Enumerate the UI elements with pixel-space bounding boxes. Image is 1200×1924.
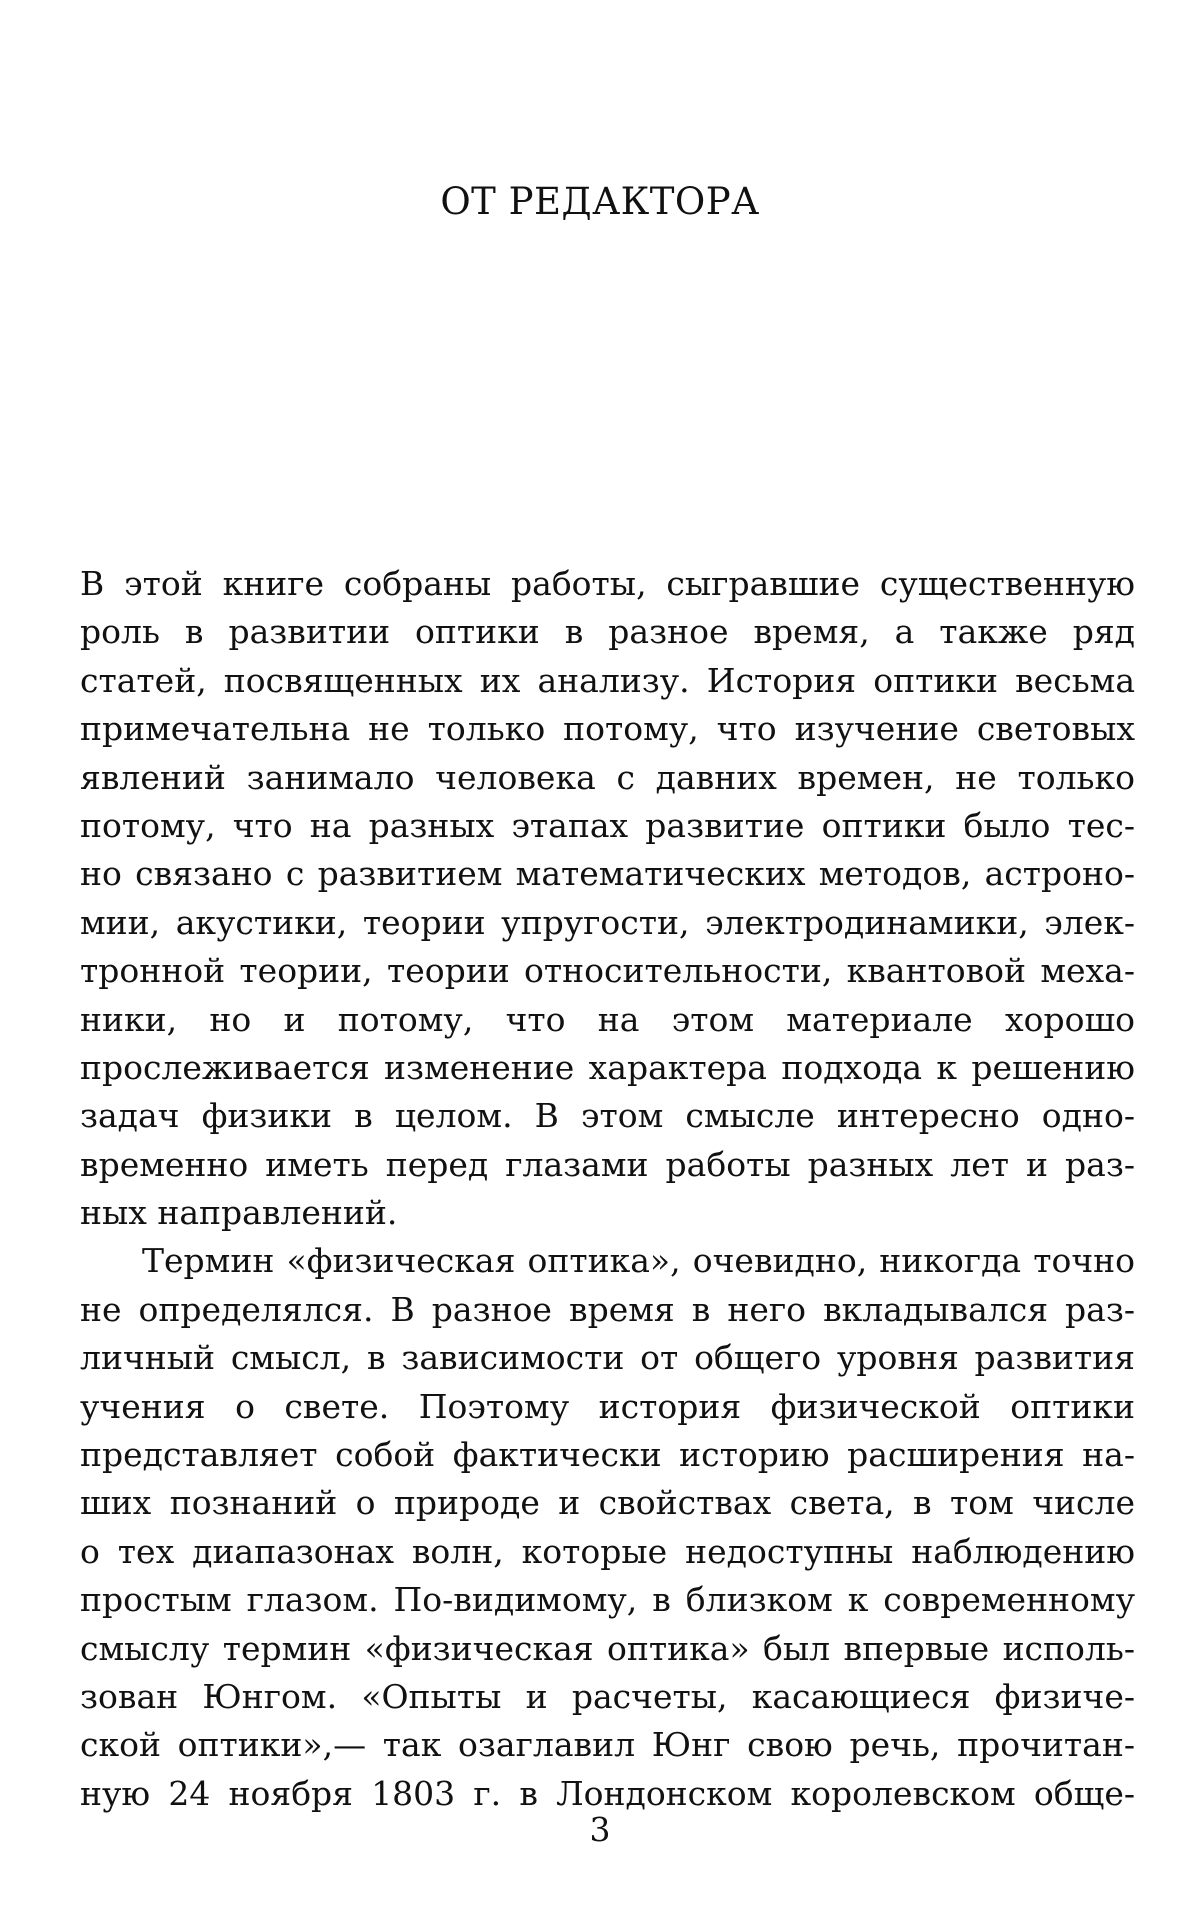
text-line: Термин «физическая оптика», очевидно, никогда точно bbox=[142, 1241, 1135, 1281]
text-line: ных направлений. bbox=[80, 1193, 398, 1233]
text-line: но связано с развитием математических методов, астроно- bbox=[80, 854, 1135, 894]
text-line: о тех диапазонах волн, которые недоступны наблюдению bbox=[80, 1531, 1135, 1571]
text-line: простым глазом. По-видимому, в близком к современному bbox=[80, 1580, 1135, 1620]
text-line: зован Юнгом. «Опыты и расчеты, касающиеся физиче- bbox=[80, 1676, 1135, 1716]
page-number: 3 bbox=[589, 1810, 611, 1849]
text-line: тронной теории, теории относительности, квантовой меха- bbox=[80, 951, 1135, 991]
text-line: не определялся. В разное время в него вкладывался раз- bbox=[80, 1289, 1135, 1329]
text-line: роль в развитии оптики в разное время, а также ряд bbox=[80, 612, 1135, 652]
text-line: временно иметь перед глазами работы разных лет и раз- bbox=[80, 1144, 1135, 1184]
text-line: ную 24 ноября 1803 г. в Лондонском королевском обще- bbox=[80, 1773, 1135, 1813]
body-text bbox=[80, 560, 1135, 1818]
text-line: примечательна не только потому, что изучение световых bbox=[80, 709, 1135, 749]
text-line: личный смысл, в зависимости от общего уровня развития bbox=[80, 1338, 1135, 1378]
page-title: ОТ РЕДАКТОРА bbox=[440, 180, 760, 223]
text-line: задач физики в целом. В этом смысле интересно одно- bbox=[80, 1096, 1135, 1136]
text-line: смыслу термин «физическая оптика» был впервые исполь- bbox=[80, 1628, 1135, 1668]
text-line: явлений занимало человека с давних времен, не только bbox=[80, 757, 1135, 797]
text-line: ской оптики»,— так озаглавил Юнг свою речь, прочитан- bbox=[80, 1725, 1135, 1765]
text-line: прослеживается изменение характера подхода к решению bbox=[80, 1047, 1135, 1087]
text-line: ники, но и потому, что на этом материале хорошо bbox=[80, 999, 1135, 1039]
text-line: В этой книге собраны работы, сыгравшие существенную bbox=[80, 564, 1135, 603]
text-line: мии, акустики, теории упругости, электродинамики, элек- bbox=[80, 902, 1135, 942]
text-line: статей, посвященных их анализу. История оптики весьма bbox=[80, 660, 1135, 700]
text-line: учения о свете. Поэтому история физической оптики bbox=[80, 1386, 1135, 1426]
text-line: ших познаний о природе и свойствах света, в том числе bbox=[80, 1483, 1135, 1523]
text-line: потому, что на разных этапах развитие оптики было тес- bbox=[80, 805, 1135, 845]
text-line: представляет собой фактически историю расширения на- bbox=[80, 1435, 1135, 1475]
